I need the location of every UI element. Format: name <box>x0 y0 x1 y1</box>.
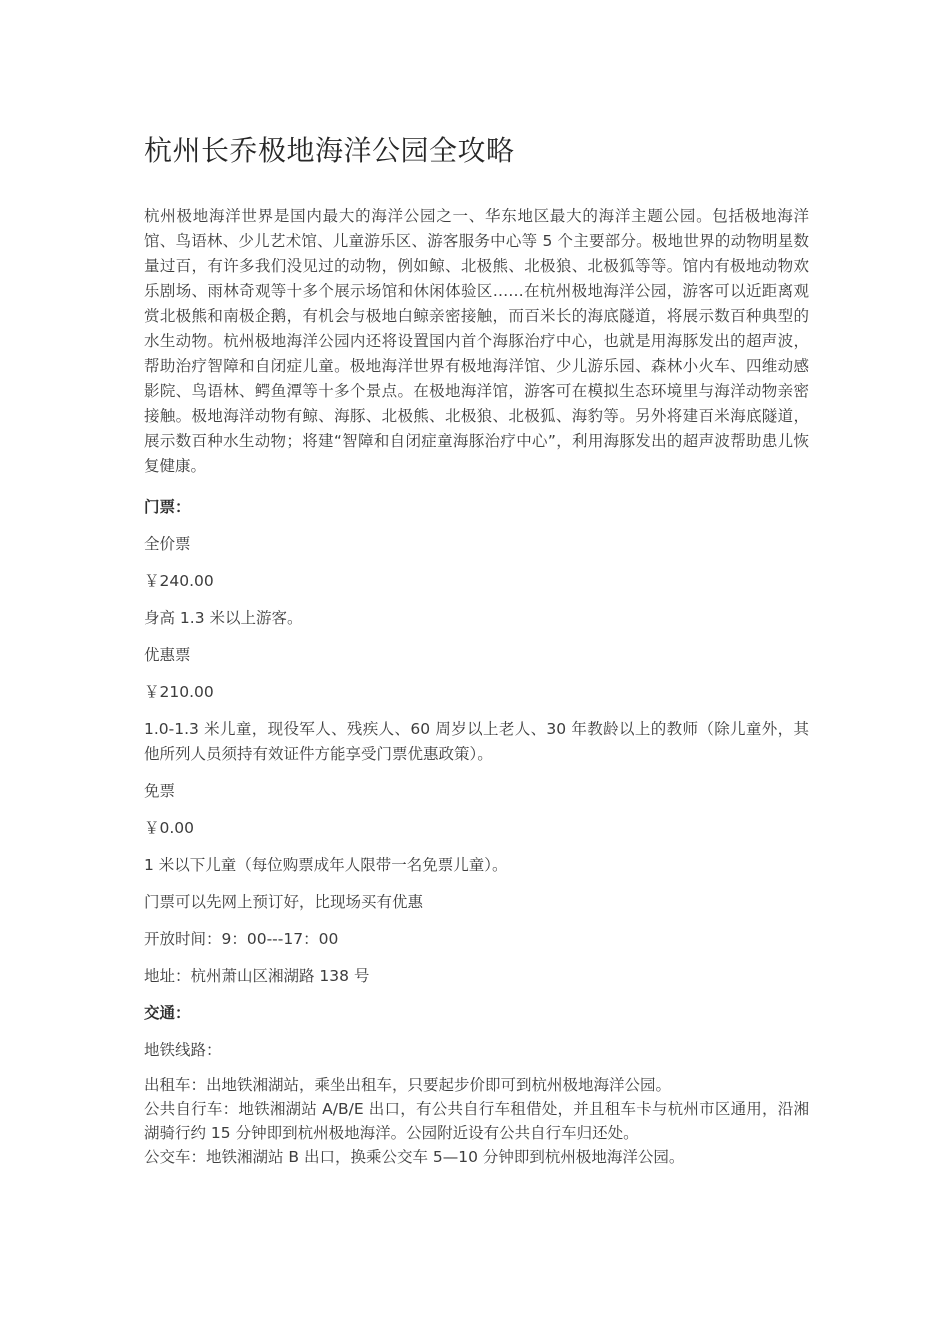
bike-route: 公共自行车：地铁湘湖站 A/B/E 出口，有公共自行车租借处，并且租车卡与杭州市区通用，沿湘湖骑行约 15 分钟即到杭州极地海洋。公园附近设有公共自行车归还处。 <box>144 1100 809 1142</box>
free-ticket-name: 免票 <box>144 782 176 800</box>
free-ticket-price: ￥0.00 <box>144 819 195 837</box>
document-page <box>144 128 809 1169</box>
discount-ticket-price: ￥210.00 <box>144 683 214 701</box>
page-title: 杭州长乔极地海洋公园全攻略 <box>144 134 515 167</box>
booking-note: 门票可以先网上预订好，比现场买有优惠 <box>144 893 424 911</box>
opening-hours: 开放时间：9：00---17：00 <box>144 930 339 948</box>
transport-details <box>144 1073 809 1169</box>
free-ticket-note: 1 米以下儿童（每位购票成年人限带一名免票儿童）。 <box>144 856 508 874</box>
full-ticket-name: 全价票 <box>144 535 191 553</box>
metro-label: 地铁线路： <box>144 1041 222 1059</box>
tickets-heading: 门票： <box>144 498 191 516</box>
full-ticket-note: 身高 1.3 米以上游客。 <box>144 609 303 627</box>
bus-route: 公交车：地铁湘湖站 B 出口，换乘公交车 5—10 分钟即到杭州极地海洋公园。 <box>144 1148 685 1166</box>
taxi-route: 出租车：出地铁湘湖站，乘坐出租车，只要起步价即可到杭州极地海洋公园。 <box>144 1076 672 1094</box>
full-ticket-price: ￥240.00 <box>144 572 214 590</box>
address: 地址：杭州萧山区湘湖路 138 号 <box>144 967 370 985</box>
discount-ticket-name: 优惠票 <box>144 646 191 664</box>
intro-paragraph: 杭州极地海洋世界是国内最大的海洋公园之一、华东地区最大的海洋主题公园。包括极地海洋馆、鸟语林、少儿艺术馆、儿童游乐区、游客服务中心等 5 个主要部分。极地世界的动物明星数量过百，有许多我们没见过的动物，例如鲸、北极熊、北极狼、北极狐等等。馆内有极地动物欢乐剧场、雨林奇观等十多个展示场馆和休闲体验区……在杭州极地海洋公园，游客可以近距离观赏北极熊和南极企鹅，有机会与极地白鲸亲密接触，而百米长的海底隧道，将展示数百种典型的水生动物。杭州极地海洋公园内还将设置国内首个海豚治疗中心，也就是用海豚发出的超声波，帮助治疗智障和自闭症儿童。极地海洋世界有极地海洋馆、少儿游乐园、森林小火车、四维动感影院、鸟语林、鳄鱼潭等十多个景点。在极地海洋馆，游客可在模拟生态环境里与海洋动物亲密接触。极地海洋动物有鲸、海豚、北极熊、北极狼、北极狐、海豹等。另外将建百米海底隧道，展示数百种水生动物；将建“智障和自闭症童海豚治疗中心”，利用海豚发出的超声波帮助患儿恢复健康。 <box>144 207 809 475</box>
discount-ticket-note: 1.0-1.3 米儿童，现役军人、残疾人、60 周岁以上老人、30 年教龄以上的教师（除儿童外，其他所列人员须持有效证件方能享受门票优惠政策）。 <box>144 720 809 763</box>
transport-heading: 交通： <box>144 1004 191 1022</box>
